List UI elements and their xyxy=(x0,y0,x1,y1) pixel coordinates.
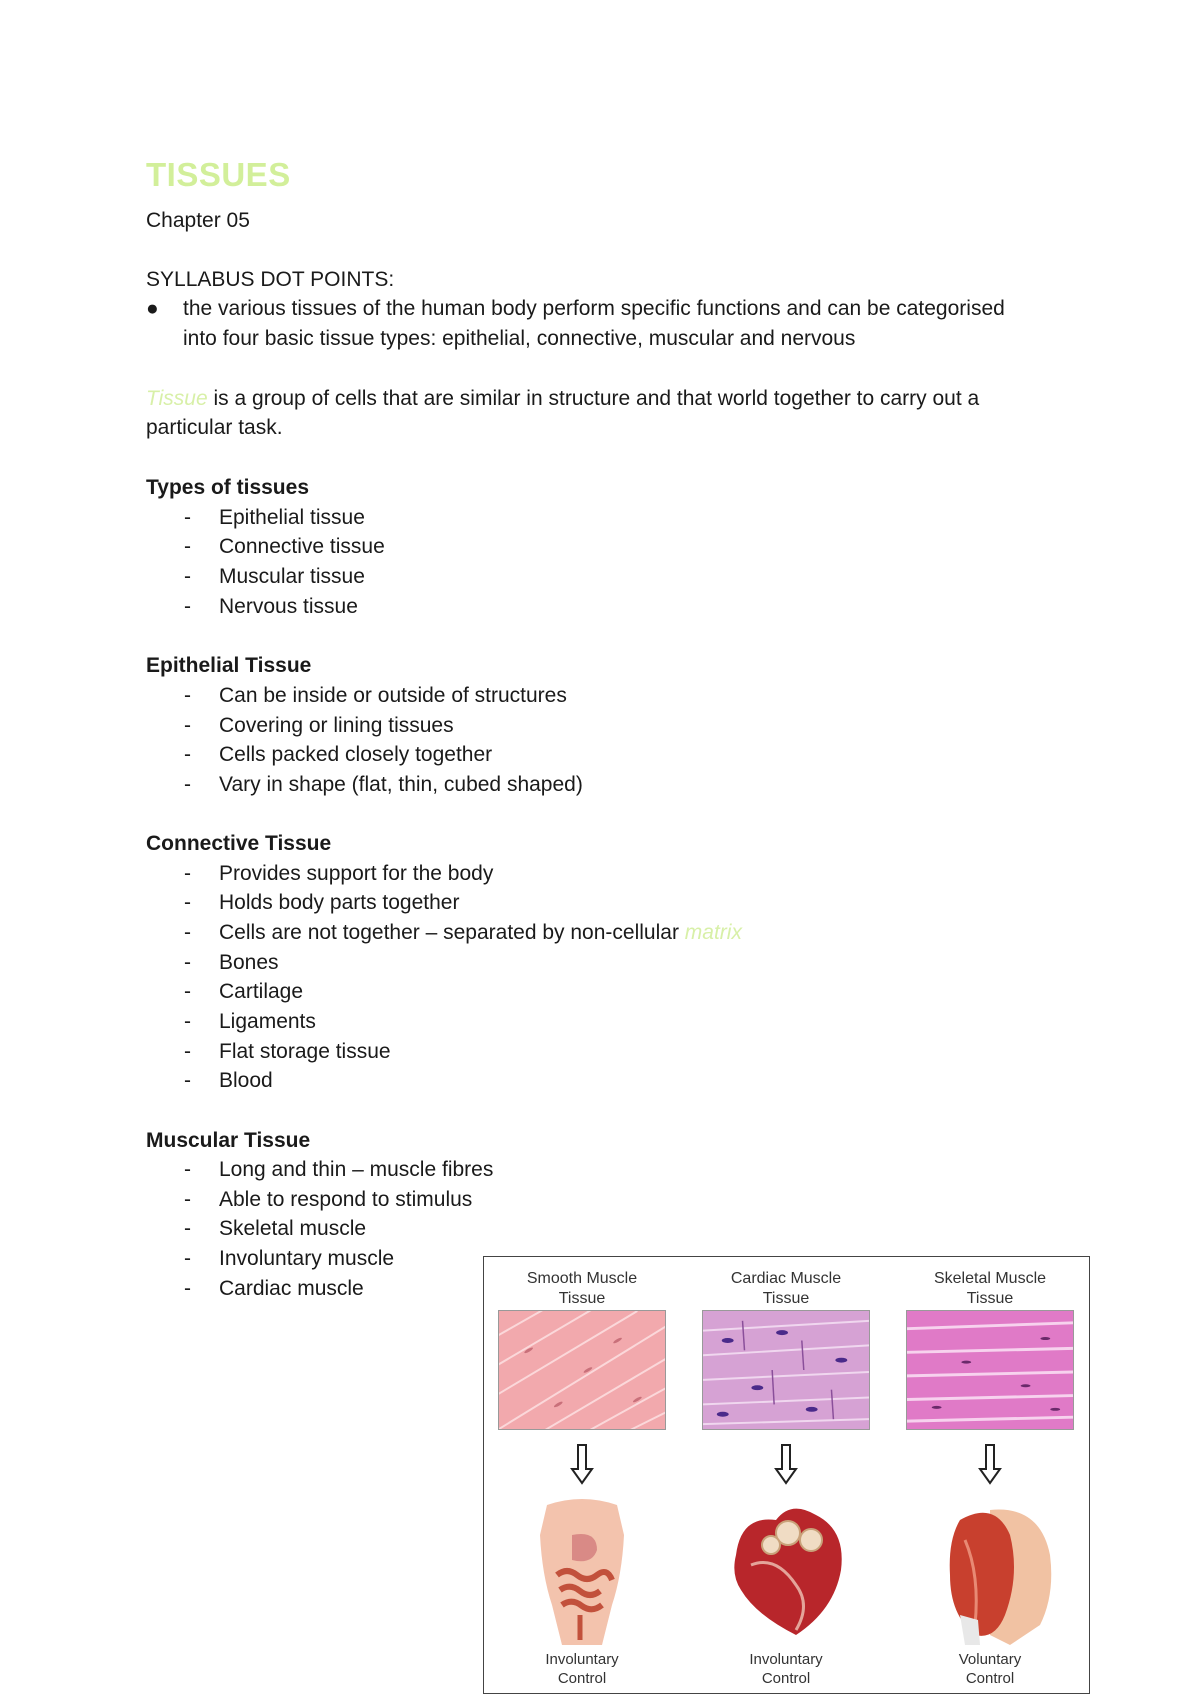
list-item: Long and thin – muscle fibres xyxy=(219,1158,494,1181)
control-line: Control xyxy=(965,1670,1015,1687)
list-item: Cardiac muscle xyxy=(219,1277,364,1300)
column-title-line: Tissue xyxy=(558,1290,606,1307)
matrix-term: matrix xyxy=(684,921,742,944)
syllabus-bullet-line-1: the various tissues of the human body perform specific functions and can be categorised xyxy=(183,297,1005,320)
dash-marker: - xyxy=(184,506,191,529)
dash-marker: - xyxy=(184,1247,191,1270)
list-item: Nervous tissue xyxy=(219,595,358,618)
list-item: Epithelial tissue xyxy=(219,506,365,529)
dash-marker: - xyxy=(184,535,191,558)
bullet-icon: ● xyxy=(146,297,159,320)
dash-marker: - xyxy=(184,921,191,944)
syllabus-bullet-line-2: into four basic tissue types: epithelial, connective, muscular and nervous xyxy=(183,327,856,350)
list-item: Connective tissue xyxy=(219,535,385,558)
list-item: Can be inside or outside of structures xyxy=(219,684,567,707)
dash-marker: - xyxy=(184,1277,191,1300)
dash-marker: - xyxy=(184,1010,191,1033)
control-line: Involuntary xyxy=(749,1651,823,1668)
dash-marker: - xyxy=(184,862,191,885)
types-heading: Types of tissues xyxy=(146,476,309,499)
down-arrow-icon xyxy=(978,1443,1002,1485)
dash-marker: - xyxy=(184,1188,191,1211)
list-item: Muscular tissue xyxy=(219,565,365,588)
connective-heading: Connective Tissue xyxy=(146,832,332,855)
list-item: Covering or lining tissues xyxy=(219,714,454,737)
definition-text: is a group of cells that are similar in structure and that world together to carry out a xyxy=(207,387,980,410)
matrix-prefix: Cells are not together – separated by non-cellular xyxy=(219,921,685,944)
document-title: TISSUES xyxy=(146,156,291,193)
column-title xyxy=(900,1269,1080,1309)
smooth-muscle-column xyxy=(492,1257,672,1693)
chapter-label: Chapter 05 xyxy=(146,209,250,232)
control-line: Involuntary xyxy=(545,1651,619,1668)
list-item: Skeletal muscle xyxy=(219,1217,367,1240)
list-item: Flat storage tissue xyxy=(219,1040,391,1063)
list-item: Vary in shape (flat, thin, cubed shaped) xyxy=(219,773,583,796)
dash-marker: - xyxy=(184,684,191,707)
cardiac-muscle-micrograph xyxy=(702,1310,870,1430)
control-label xyxy=(900,1650,1080,1688)
dash-marker: - xyxy=(184,595,191,618)
muscle-tissue-figure xyxy=(483,1256,1090,1694)
list-item xyxy=(219,918,742,948)
control-label xyxy=(696,1650,876,1688)
column-title-line: Tissue xyxy=(966,1290,1014,1307)
dash-marker: - xyxy=(184,1158,191,1181)
definition-term: Tissue xyxy=(146,387,208,410)
dash-marker: - xyxy=(184,714,191,737)
definition-line-2: particular task. xyxy=(146,416,283,439)
skeletal-muscle-column xyxy=(900,1257,1080,1693)
list-item: Ligaments xyxy=(219,1010,316,1033)
dash-marker: - xyxy=(184,565,191,588)
epithelial-heading: Epithelial Tissue xyxy=(146,654,312,677)
list-item: Able to respond to stimulus xyxy=(219,1188,473,1211)
torso-digestive-illustration xyxy=(512,1495,652,1645)
dash-marker: - xyxy=(184,980,191,1003)
syllabus-heading: SYLLABUS DOT POINTS: xyxy=(146,268,395,291)
list-item: Bones xyxy=(219,951,279,974)
down-arrow-icon xyxy=(570,1443,594,1485)
smooth-muscle-micrograph xyxy=(498,1310,666,1430)
skeletal-muscle-micrograph xyxy=(906,1310,1074,1430)
list-item: Holds body parts together xyxy=(219,891,460,914)
column-title-line: Tissue xyxy=(762,1290,810,1307)
list-item: Involuntary muscle xyxy=(219,1247,395,1270)
dash-marker: - xyxy=(184,1069,191,1092)
dash-marker: - xyxy=(184,891,191,914)
column-title-line: Smooth Muscle xyxy=(526,1270,638,1287)
dash-marker: - xyxy=(184,743,191,766)
down-arrow-icon xyxy=(774,1443,798,1485)
definition-line-1 xyxy=(146,384,979,414)
list-item: Provides support for the body xyxy=(219,862,494,885)
column-title-line: Skeletal Muscle xyxy=(933,1270,1047,1287)
control-line: Control xyxy=(761,1670,811,1687)
dash-marker: - xyxy=(184,1217,191,1240)
heart-illustration xyxy=(716,1495,856,1645)
list-item: Blood xyxy=(219,1069,273,1092)
dash-marker: - xyxy=(184,773,191,796)
column-title xyxy=(696,1269,876,1309)
column-title-line: Cardiac Muscle xyxy=(730,1270,842,1287)
dash-marker: - xyxy=(184,951,191,974)
control-line: Voluntary xyxy=(958,1651,1022,1668)
muscular-heading: Muscular Tissue xyxy=(146,1129,311,1152)
control-line: Control xyxy=(557,1670,607,1687)
arm-muscle-illustration xyxy=(920,1495,1060,1645)
control-label xyxy=(492,1650,672,1688)
list-item: Cells packed closely together xyxy=(219,743,493,766)
list-item: Cartilage xyxy=(219,980,304,1003)
dash-marker: - xyxy=(184,1040,191,1063)
column-title xyxy=(492,1269,672,1309)
cardiac-muscle-column xyxy=(696,1257,876,1693)
